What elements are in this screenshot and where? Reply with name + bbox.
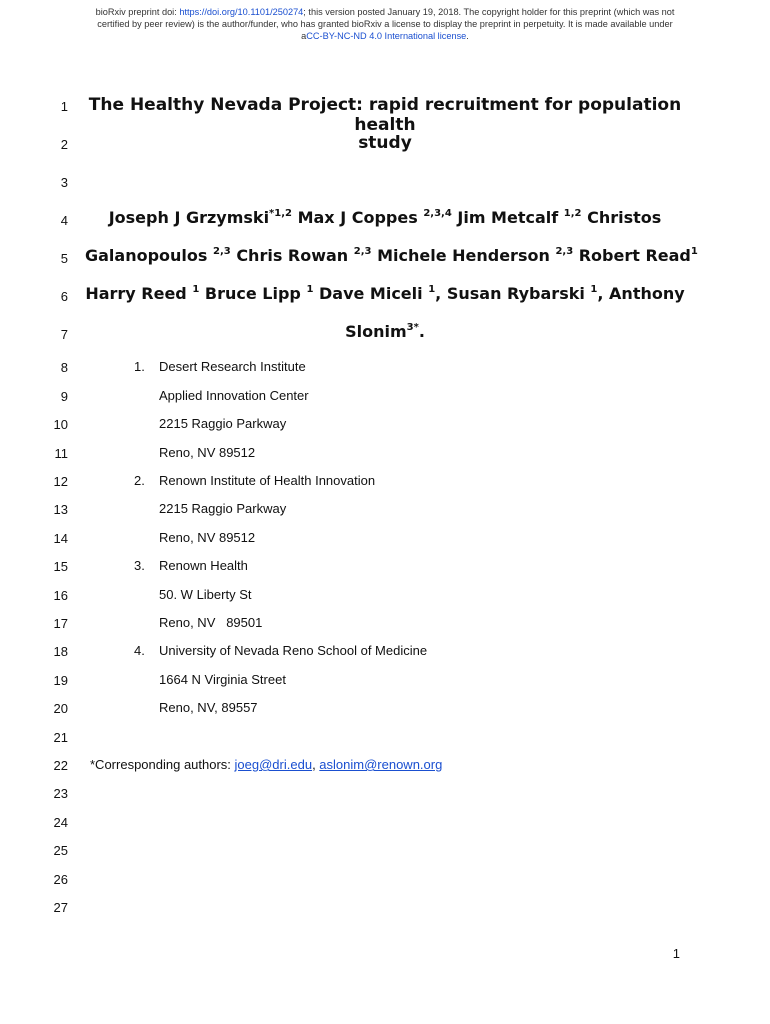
page-number: 1 <box>672 946 680 961</box>
affiliation-line: Reno, NV 89512 <box>159 530 256 545</box>
author-separator: , <box>597 284 604 303</box>
author-name: Slonim <box>345 322 407 341</box>
line-number: 17 <box>53 616 68 631</box>
line-number: 21 <box>53 730 68 745</box>
line-number: 6 <box>60 289 68 304</box>
paper-title-line-2: study <box>358 133 412 153</box>
line-number: 9 <box>60 389 68 404</box>
license-link[interactable]: CC-BY-NC-ND 4.0 International license <box>306 31 467 41</box>
doi-link[interactable]: https://doi.org/10.1101/250274 <box>179 7 304 17</box>
affiliation-line: 2215 Raggio Parkway <box>159 416 287 431</box>
affiliation-number: 4. <box>134 643 145 658</box>
author-name: Anthony <box>609 284 685 303</box>
author-name: Harry Reed <box>85 284 187 303</box>
banner-line-2: certified by peer review) is the author/funder, who has granted bioRxiv a license to display the preprint in perpetuity. It is made available under <box>97 19 673 29</box>
line-number: 5 <box>60 251 68 266</box>
author-affiliation-mark: 1 <box>306 284 314 295</box>
banner-text-2: ; this version posted January 19, 2018. The copyright holder for this preprint (which was not <box>303 7 675 17</box>
corresponding-label: *Corresponding authors: <box>90 757 235 772</box>
affiliation-number: 1. <box>134 359 145 374</box>
author-affiliation-mark: 1 <box>590 284 598 295</box>
line-number: 10 <box>53 417 68 432</box>
line-number: 14 <box>53 531 68 546</box>
affiliation-line: Reno, NV 89512 <box>159 445 256 460</box>
affiliation-line: Renown Health <box>159 558 248 573</box>
affiliation-line: Applied Innovation Center <box>159 388 309 403</box>
line-number: 11 <box>54 446 68 461</box>
line-number: 7 <box>60 327 68 342</box>
email-separator: , <box>312 757 320 772</box>
author-name: Dave Miceli <box>318 284 423 303</box>
line-number: 3 <box>60 175 68 190</box>
line-number: 15 <box>53 559 68 574</box>
line-number: 16 <box>53 588 68 603</box>
author-name: Joseph J Grzymski <box>108 208 270 227</box>
line-number: 18 <box>53 644 68 659</box>
author-affiliation-mark: 1 <box>192 284 200 295</box>
author-affiliation-mark: 3* <box>406 322 419 333</box>
affiliation-line: Reno, NV 89501 <box>159 615 263 630</box>
author-affiliation-mark: 2,3,4 <box>423 208 452 219</box>
preprint-banner <box>60 6 710 42</box>
banner-text-4: a <box>301 31 307 41</box>
author-name: Galanopoulos <box>85 246 208 265</box>
affiliation-line: 2215 Raggio Parkway <box>159 501 287 516</box>
affiliation-line: Desert Research Institute <box>159 359 306 374</box>
banner-line-1 <box>60 6 710 18</box>
author-affiliation-mark: 1 <box>690 246 698 257</box>
author-affiliation-mark: 1,2 <box>563 208 582 219</box>
email-link-joeg[interactable]: joeg@dri.edu <box>234 757 313 772</box>
line-number: 24 <box>53 815 68 830</box>
affiliation-line: Renown Institute of Health Innovation <box>159 473 376 488</box>
affiliation-number: 3. <box>134 558 145 573</box>
author-line-4 <box>85 322 685 341</box>
author-affiliation-mark: 2,3 <box>213 246 231 257</box>
author-affiliation-mark: 2,3 <box>555 246 574 257</box>
author-separator: , <box>435 284 442 303</box>
line-number: 26 <box>53 872 68 887</box>
line-number: 20 <box>53 701 68 716</box>
author-name: Michele Henderson <box>377 246 550 265</box>
line-number: 22 <box>53 758 68 773</box>
author-name: Jim Metcalf <box>457 208 559 227</box>
author-line-3 <box>85 284 685 303</box>
banner-text-5: . <box>466 31 469 41</box>
line-number: 27 <box>53 900 68 915</box>
author-affiliation-mark: 2,3 <box>353 246 372 257</box>
email-link-aslonim[interactable]: aslonim@renown.org <box>319 757 443 772</box>
author-name: Chris Rowan <box>236 246 349 265</box>
line-number: 25 <box>53 843 68 858</box>
author-affiliation-mark: *1,2 <box>269 208 292 219</box>
paper-title-line-1: The Healthy Nevada Project: rapid recruitment for population health <box>88 95 682 135</box>
author-line-2 <box>85 246 698 265</box>
affiliation-number: 2. <box>134 473 145 488</box>
line-number: 12 <box>53 474 68 489</box>
author-name: Bruce Lipp <box>204 284 301 303</box>
affiliation-line: 50. W Liberty St <box>159 587 252 602</box>
affiliation-line: University of Nevada Reno School of Medicine <box>159 643 428 658</box>
banner-text-1: bioRxiv preprint doi: <box>95 7 180 17</box>
author-line-1 <box>85 208 685 227</box>
author-name: Christos <box>587 208 662 227</box>
author-name: Susan Rybarski <box>446 284 585 303</box>
line-number: 13 <box>53 502 68 517</box>
banner-line-3 <box>60 30 710 42</box>
affiliation-line: 1664 N Virginia Street <box>159 672 286 687</box>
line-number: 8 <box>60 360 68 375</box>
author-terminator: . <box>418 322 425 341</box>
corresponding-authors <box>90 757 442 772</box>
line-number: 19 <box>53 673 68 688</box>
author-name: Robert Read <box>578 246 691 265</box>
affiliation-line: Reno, NV, 89557 <box>159 700 258 715</box>
line-number: 1 <box>60 99 68 114</box>
line-number: 4 <box>60 213 68 228</box>
author-name: Max J Coppes <box>297 208 418 227</box>
line-number: 23 <box>53 786 68 801</box>
line-number: 2 <box>60 137 68 152</box>
author-affiliation-mark: 1 <box>428 284 436 295</box>
